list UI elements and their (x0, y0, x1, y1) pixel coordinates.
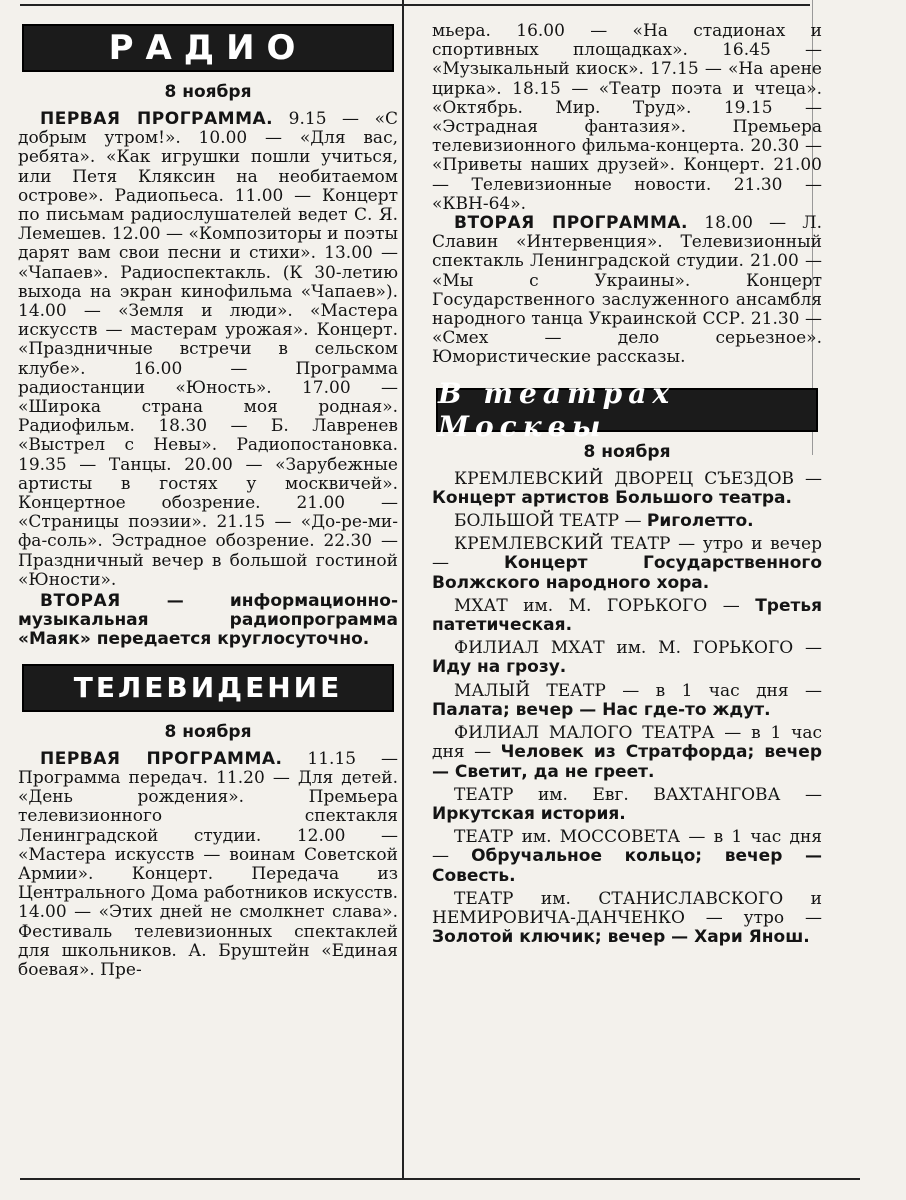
theatre-entry (432, 597, 822, 635)
theatre-entry (432, 512, 822, 531)
tv-first-program-text: 11.15 — Программа передач. 11.20 — Для детей. «День рождения». Премьера телевизионного спектакля Ленинградской студии. 12.00 — «Мастера искусств — воинам Советской Армии». Концерт. Передача из Центрального Дома работников искусств. 14.00 — «Этих дней не смолкнет слава». Фестиваль телевизионных спектаклей для школьников. А. Бруштейн «Единая боевая». Пре- (18, 748, 398, 980)
theatre-venue: ТЕАТР им. СТАНИСЛАВСКОГО и НЕМИРОВИЧА-ДАНЧЕНКО — утро — (432, 888, 822, 928)
radio-date: 8 ноября (164, 82, 252, 102)
theatre-venue: КРЕМЛЕВСКИЙ ДВОРЕЦ СЪЕЗДОВ — (454, 468, 822, 489)
theatre-entry (432, 786, 822, 824)
radio-second-program-text: — информационно-музыкальная радиопрограмма «Маяк» передается круглосуточно. (18, 591, 398, 650)
theatre-entry (432, 682, 822, 720)
theatre-entry (432, 639, 822, 677)
theatre-entry (432, 535, 822, 593)
theatre-show: Человек из Стратфорда; вечер — Светит, да не греет. (432, 742, 823, 782)
theatre-show: Концерт Государственного Волжского народного хора. (432, 553, 822, 593)
tv-date: 8 ноября (164, 721, 252, 742)
theatre-show: Обручальное кольцо; вечер — Совесть. (432, 846, 822, 886)
theatre-banner: В театрах Москвы (436, 388, 818, 432)
radio-second-program-label: ВТОРАЯ (40, 591, 121, 612)
tv-second-program-text: 18.00 — Л. Славин «Интервенция». Телевизионный спектакль Ленинградской студии. 21.00 — «Мы с Украины». Концерт Государственного заслуженного ансамбля народного танца Украинской ССР. 21.30 — «Смех — дело серьезное». Юмористические рассказы. (432, 213, 823, 368)
tv-first-program-continued: мьера. 16.00 — «На стадионах и спортивных площадках». 16.45 — «Музыкальный киоск». 17.15 — «На арене цирка». 18.15 — «Театр поэта и чтеца». «Октябрь. Мир. Труд». 19.15 — «Эстрадная фантазия». Премьера телевизионного фильма-концерта. 20.30 — «Приветы наших друзей». Концерт. 21.00 — Телевизионные новости. 21.30 — «КВН-64». (432, 21, 822, 214)
theatre-date: 8 ноября (583, 441, 671, 462)
bottom-rule (20, 1178, 860, 1180)
tv-banner: ТЕЛЕВИДЕНИЕ (22, 664, 394, 712)
theatre-show: Риголетто. (646, 511, 754, 532)
theatre-venue: ФИЛИАЛ МАЛОГО ТЕАТРА — в 1 час дня — (432, 723, 822, 763)
theatre-venue: ТЕАТР им. МОССОВЕТА — в 1 час дня — (432, 827, 822, 867)
theatre-entry (432, 724, 822, 782)
theatre-venue: БОЛЬШОЙ ТЕАТР — (454, 511, 642, 532)
tv-second-program (432, 214, 822, 368)
theatre-show: Иркутская история. (432, 803, 626, 824)
radio-banner: РАДИО (22, 24, 394, 72)
radio-second-program (18, 592, 398, 650)
tv-first-program (18, 750, 398, 980)
theatre-show: Концерт артистов Большого театра. (432, 487, 792, 508)
radio-first-program-label: ПЕРВАЯ ПРОГРАММА. (40, 109, 274, 129)
theatre-entry (432, 828, 822, 886)
theatre-show: Иду на грозу. (432, 657, 567, 678)
tv-second-program-label: ВТОРАЯ ПРОГРАММА. (454, 213, 689, 234)
radio-first-program (18, 110, 398, 590)
theatre-entry (432, 470, 822, 508)
theatre-show: Третья патетическая. (432, 595, 823, 636)
theatre-listings (432, 470, 822, 948)
radio-first-program-text: 9.15 — «С добрым утром!». 10.00 — «Для вас, ребята». «Как игрушки пошли учиться, или Петя Кляксин на необитаемом острове». Радиопьеса. 11.00 — Концерт по письмам радиослушателей ведет С. Я. Лемешев. 12.00 — «Композиторы и поэты дарят вам свои песни и стихи». 13.00 — «Чапаев». Радиоспектакль. (К 30-летию выхода на экран кинофильма «Чапаев»). 14.00 — «Земля и люди». «Мастера искусств — мастерам урожая». Концерт. «Праздничные встречи в сельском клубе». 16.00 — Программа радиостанции «Юность». 17.00 — «Широка страна моя родная». Радиофильм. 18.30 — Б. Лавренев «Выстрел с Невы». Радиопостановка. 19.35 — Танцы. 20.00 — «Зарубежные артисты в гостях у москвичей». Концертное обозрение. 21.00 — «Страницы поэзии». 21.15 — «До-ре-ми-фа-соль». Эстрадное обозрение. 22.30 — Праздничный вечер в большой гостиной «Юности». (18, 109, 398, 590)
theatre-venue: ТЕАТР им. Евг. ВАХТАНГОВА — (454, 784, 822, 805)
right-column (432, 22, 822, 951)
theatre-venue: ФИЛИАЛ МХАТ им. М. ГОРЬКОГО — (454, 638, 822, 659)
theatre-entry (432, 890, 822, 948)
theatre-venue: МХАТ им. М. ГОРЬКОГО — (454, 595, 740, 616)
tv-first-program-label: ПЕРВАЯ ПРОГРАММА. (40, 748, 283, 769)
column-divider (402, 0, 404, 1178)
left-column (18, 20, 398, 980)
theatre-show: Палата; вечер — Нас где-то ждут. (432, 699, 771, 720)
theatre-venue: МАЛЫЙ ТЕАТР — в 1 час дня — (454, 680, 822, 701)
top-rule (20, 4, 810, 6)
theatre-show: Золотой ключик; вечер — Хари Янош. (432, 927, 810, 948)
theatre-venue: КРЕМЛЕВСКИЙ ТЕАТР — утро и вечер — (432, 534, 822, 574)
